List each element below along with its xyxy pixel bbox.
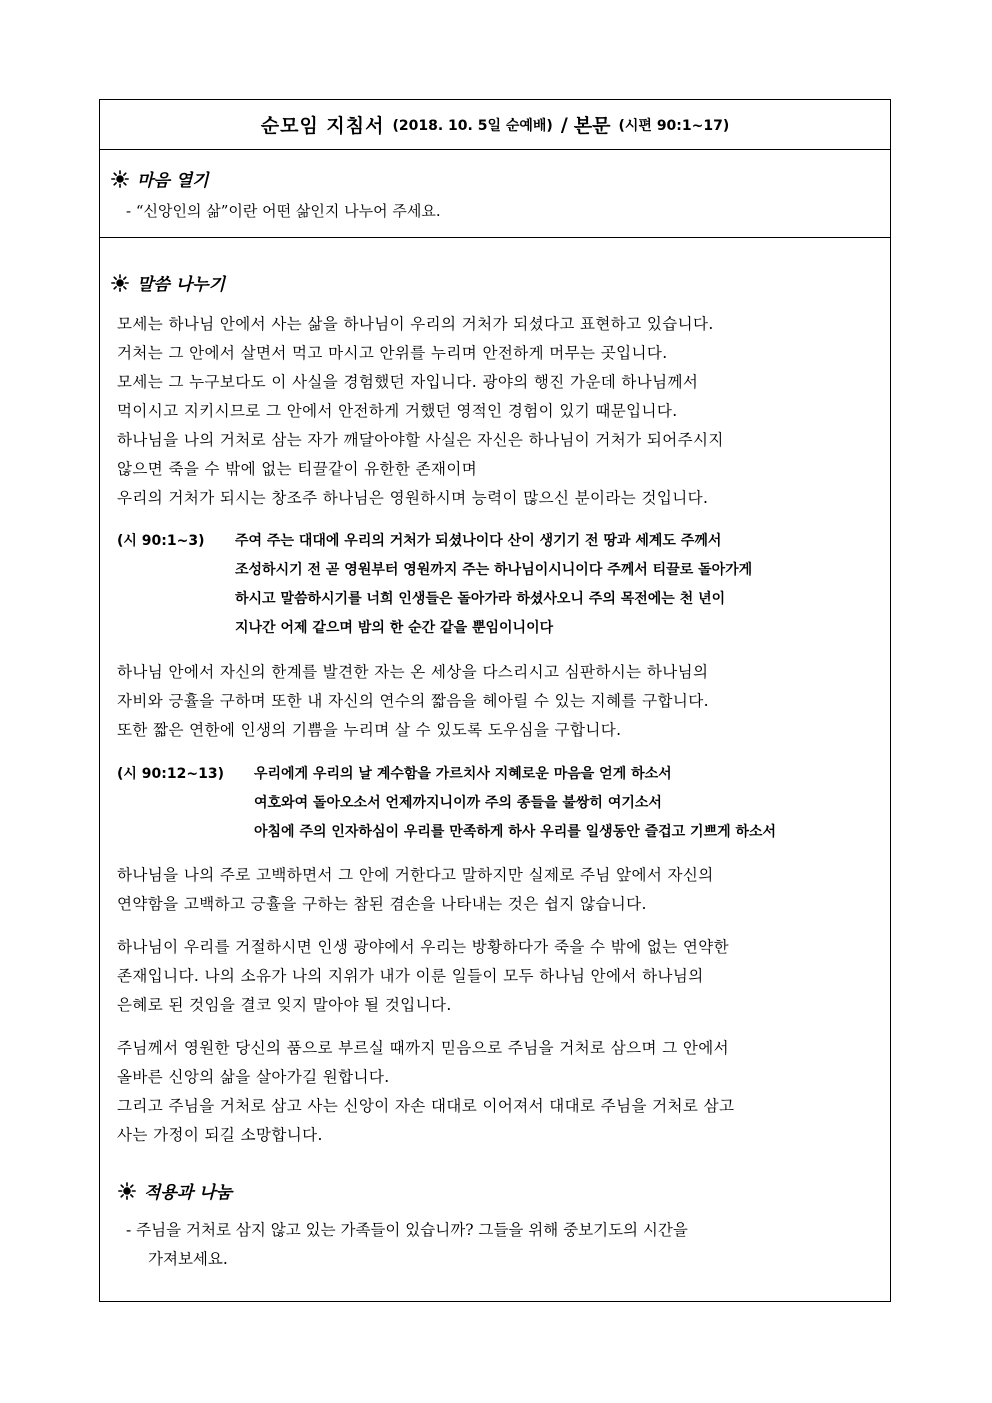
scripture-line: 아침에 주의 인자하심이 우리를 만족하게 하사 우리를 일생동안 즐겁고 기쁘게 하소서 — [254, 824, 777, 840]
sharing-paragraph-4 — [117, 933, 729, 1020]
sharing-paragraph-3 — [117, 861, 714, 919]
sharing-heading — [111, 270, 225, 295]
text-line: 하나님을 나의 주로 고백하면서 그 안에 거한다고 말하지만 실제로 주님 앞에서 자신의 — [117, 866, 714, 884]
opening-heading-label: 마음 열기 — [137, 171, 209, 191]
text-line: 은혜로 된 것임을 결코 잊지 말아야 될 것입니다. — [117, 996, 452, 1014]
scripture-line: 주여 주는 대대에 우리의 거처가 되셨나이다 산이 생기기 전 땅과 세계도 주께서 — [235, 533, 722, 549]
text-line: 모세는 그 누구보다도 이 사실을 경험했던 자입니다. 광야의 행진 가운데 하나님께서 — [117, 373, 699, 391]
scripture-quote-2 — [117, 760, 776, 847]
text-line: 올바른 신앙의 삶을 살아가길 원합니다. — [117, 1068, 390, 1086]
scripture-line: 조성하시기 전 곧 영원부터 영원까지 주는 하나님이시니이다 주께서 티끌로 돌아가게 — [235, 562, 753, 578]
page-title: 순모임 지침서 — [260, 115, 385, 137]
text-line: 또한 짧은 연한에 인생의 기쁨을 누리며 살 수 있도록 도우심을 구합니다. — [117, 721, 622, 739]
scripture-line: 우리에게 우리의 날 계수함을 가르치사 지혜로운 마음을 얻게 하소서 — [254, 766, 672, 782]
opening-section — [100, 149, 890, 238]
opening-heading — [111, 166, 209, 191]
sun-icon — [111, 274, 129, 292]
scripture-line: 하시고 말씀하시기를 너희 인생들은 돌아가라 하셨사오니 주의 목전에는 천 년이 — [235, 591, 726, 607]
sharing-heading-label: 말씀 나누기 — [137, 275, 226, 295]
text-line: 않으면 죽을 수 밖에 없는 티끌같이 유한한 존재이며 — [117, 460, 478, 478]
title-row — [100, 100, 890, 150]
title-date: (2018. 10. 5일 순예배) — [392, 117, 553, 134]
sharing-paragraph-2 — [117, 658, 709, 745]
application-heading-label: 적용과 나눔 — [144, 1183, 233, 1203]
worksheet-frame — [99, 99, 891, 1302]
sharing-paragraph-5 — [117, 1034, 734, 1150]
text-line: 그리고 주님을 거처로 삼고 사는 신앙이 자손 대대로 이어져서 대대로 주님을 거처로 삼고 — [117, 1097, 735, 1115]
text-line: - 주님을 거처로 삼지 않고 있는 가족들이 있습니까? 그들을 위해 중보기도의 시간을 — [126, 1221, 688, 1239]
sun-icon — [111, 170, 129, 188]
text-line: 사는 가정이 되길 소망합니다. — [117, 1126, 323, 1144]
text-line: 거처는 그 안에서 살면서 먹고 마시고 안위를 누리며 안전하게 머무는 곳입니다. — [117, 344, 668, 362]
sharing-paragraph-1 — [117, 310, 724, 513]
scripture-reference: (시 90:1~3) — [117, 533, 205, 549]
text-line: 하나님 안에서 자신의 한계를 발견한 자는 온 세상을 다스리시고 심판하시는 하나님의 — [117, 663, 709, 681]
title-passage-label: 본문 — [573, 115, 611, 137]
scripture-reference: (시 90:12~13) — [117, 766, 224, 782]
scripture-line: 지나간 어제 같으며 밤의 한 순간 같을 뿐임이니이다 — [235, 620, 554, 636]
sun-icon — [118, 1182, 136, 1200]
text-line: 먹이시고 지키시므로 그 안에서 안전하게 거했던 영적인 경험이 있기 때문입니다. — [117, 402, 678, 420]
text-line: 자비와 긍휼을 구하며 또한 내 자신의 연수의 짧음을 헤아릴 수 있는 지혜를 구합니다. — [117, 692, 709, 710]
scripture-line: 여호와여 돌아오소서 언제까지니이까 주의 종들을 불쌍히 여기소서 — [254, 795, 662, 811]
text-line: 존재입니다. 나의 소유가 나의 지위가 내가 이룬 일들이 모두 하나님 안에서 하나님의 — [117, 967, 704, 985]
title-separator: / — [560, 113, 568, 136]
text-line: 하나님을 나의 거처로 삼는 자가 깨달아야할 사실은 자신은 하나님이 거처가 되어주시지 — [117, 431, 724, 449]
opening-question: - “신앙인의 삶”이란 어떤 삶인지 나누어 주세요. — [126, 202, 441, 220]
text-line: 우리의 거처가 되시는 창조주 하나님은 영원하시며 능력이 많으신 분이라는 것입니다. — [117, 489, 709, 507]
text-line: 주님께서 영원한 당신의 품으로 부르실 때까지 믿음으로 주님을 거처로 삼으며 그 안에서 — [117, 1039, 730, 1057]
text-line: 가져보세요. — [148, 1250, 228, 1268]
scripture-quote-1 — [117, 527, 752, 643]
text-line: 모세는 하나님 안에서 사는 삶을 하나님이 우리의 거처가 되셨다고 표현하고 있습니다. — [117, 315, 714, 333]
title-passage: (시편 90:1~17) — [618, 117, 730, 134]
application-heading — [118, 1178, 232, 1203]
application-question — [126, 1216, 688, 1274]
text-line: 연약함을 고백하고 긍휼을 구하는 참된 겸손을 나타내는 것은 쉽지 않습니다. — [117, 895, 647, 913]
text-line: 하나님이 우리를 거절하시면 인생 광야에서 우리는 방황하다가 죽을 수 밖에 없는 연약한 — [117, 938, 730, 956]
